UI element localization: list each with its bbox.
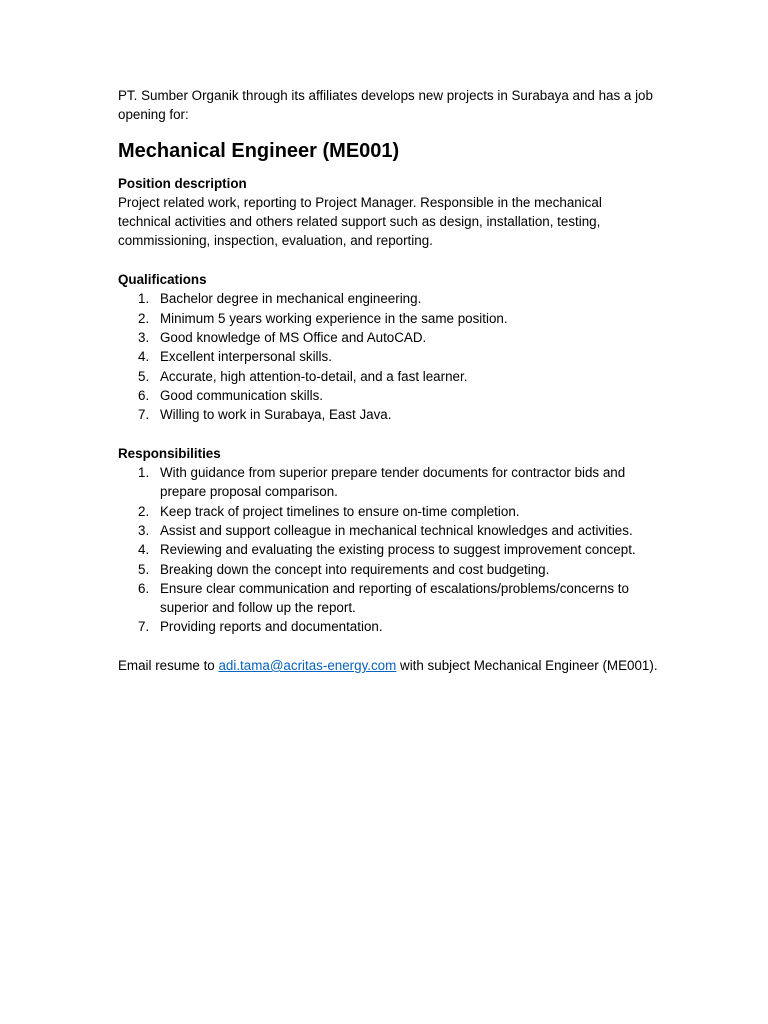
qualifications-heading: Qualifications <box>118 272 207 288</box>
position-description-section <box>118 174 658 251</box>
list-item-text: Minimum 5 years working experience in the same position. <box>160 310 508 326</box>
responsibilities-section <box>118 444 658 637</box>
list-item-number: 7. <box>138 619 150 635</box>
list-item-text: Bachelor degree in mechanical engineering. <box>160 291 422 307</box>
list-item <box>118 521 658 540</box>
email-instruction <box>118 656 658 675</box>
list-item-number: 6. <box>138 387 150 403</box>
responsibilities-list <box>118 463 658 637</box>
email-link[interactable]: adi.tama@acritas-energy.com <box>218 658 397 674</box>
list-item-text: Reviewing and evaluating the existing process to suggest improvement concept. <box>160 542 636 558</box>
list-item-text: Breaking down the concept into requirements and cost budgeting. <box>160 561 550 577</box>
position-description-text: Project related work, reporting to Project Manager. Responsible in the mechanical technical activities and others related support such as design, installation, testing, commissioning, inspection, evaluation, and reporting. <box>118 194 602 249</box>
list-item-number: 4. <box>138 349 150 365</box>
list-item-text: Excellent interpersonal skills. <box>160 349 332 365</box>
email-prefix-text: Email resume to <box>118 658 219 674</box>
list-item <box>118 560 658 579</box>
list-item <box>118 502 658 521</box>
list-item-number: 1. <box>138 465 150 481</box>
qualifications-list <box>118 289 658 424</box>
list-item-text: Keep track of project timelines to ensure on-time completion. <box>160 503 520 519</box>
list-item-text: Accurate, high attention-to-detail, and a fast learner. <box>160 368 468 384</box>
spacer <box>118 424 658 443</box>
spacer <box>118 637 658 656</box>
job-title: Mechanical Engineer (ME001) <box>118 139 400 162</box>
list-item-number: 5. <box>138 561 150 577</box>
list-item-number: 6. <box>138 580 150 596</box>
list-item-text: Ensure clear communication and reporting of escalations/problems/concerns to superior and follow up the report. <box>160 580 629 616</box>
list-item-text: Good knowledge of MS Office and AutoCAD. <box>160 329 427 345</box>
intro-paragraph: PT. Sumber Organik through its affiliates develops new projects in Surabaya and has a job opening for: <box>118 88 653 123</box>
list-item-text: Assist and support colleague in mechanical technical knowledges and activities. <box>160 522 633 538</box>
list-item <box>118 540 658 559</box>
list-item-number: 3. <box>138 329 150 345</box>
list-item-number: 2. <box>138 310 150 326</box>
list-item <box>118 405 658 424</box>
list-item <box>118 289 658 308</box>
list-item-number: 7. <box>138 407 150 423</box>
list-item <box>118 579 658 618</box>
list-item <box>118 617 658 636</box>
list-item <box>118 367 658 386</box>
list-item-text: With guidance from superior prepare tender documents for contractor bids and prepare proposal comparison. <box>160 465 626 500</box>
list-item <box>118 386 658 405</box>
list-item <box>118 347 658 366</box>
position-description-heading: Position description <box>118 175 247 191</box>
spacer <box>118 251 658 270</box>
list-item-number: 3. <box>138 522 150 538</box>
list-item-number: 5. <box>138 368 150 384</box>
list-item-number: 1. <box>138 291 150 307</box>
list-item <box>118 309 658 328</box>
qualifications-section <box>118 270 658 424</box>
list-item-number: 4. <box>138 542 150 558</box>
responsibilities-heading: Responsibilities <box>118 445 221 461</box>
email-suffix-text: with subject Mechanical Engineer (ME001). <box>396 658 658 674</box>
list-item <box>118 328 658 347</box>
job-posting-document <box>118 86 658 675</box>
list-item-text: Willing to work in Surabaya, East Java. <box>160 407 392 423</box>
list-item-text: Good communication skills. <box>160 387 323 403</box>
list-item <box>118 463 658 502</box>
list-item-text: Providing reports and documentation. <box>160 619 383 635</box>
list-item-number: 2. <box>138 503 150 519</box>
